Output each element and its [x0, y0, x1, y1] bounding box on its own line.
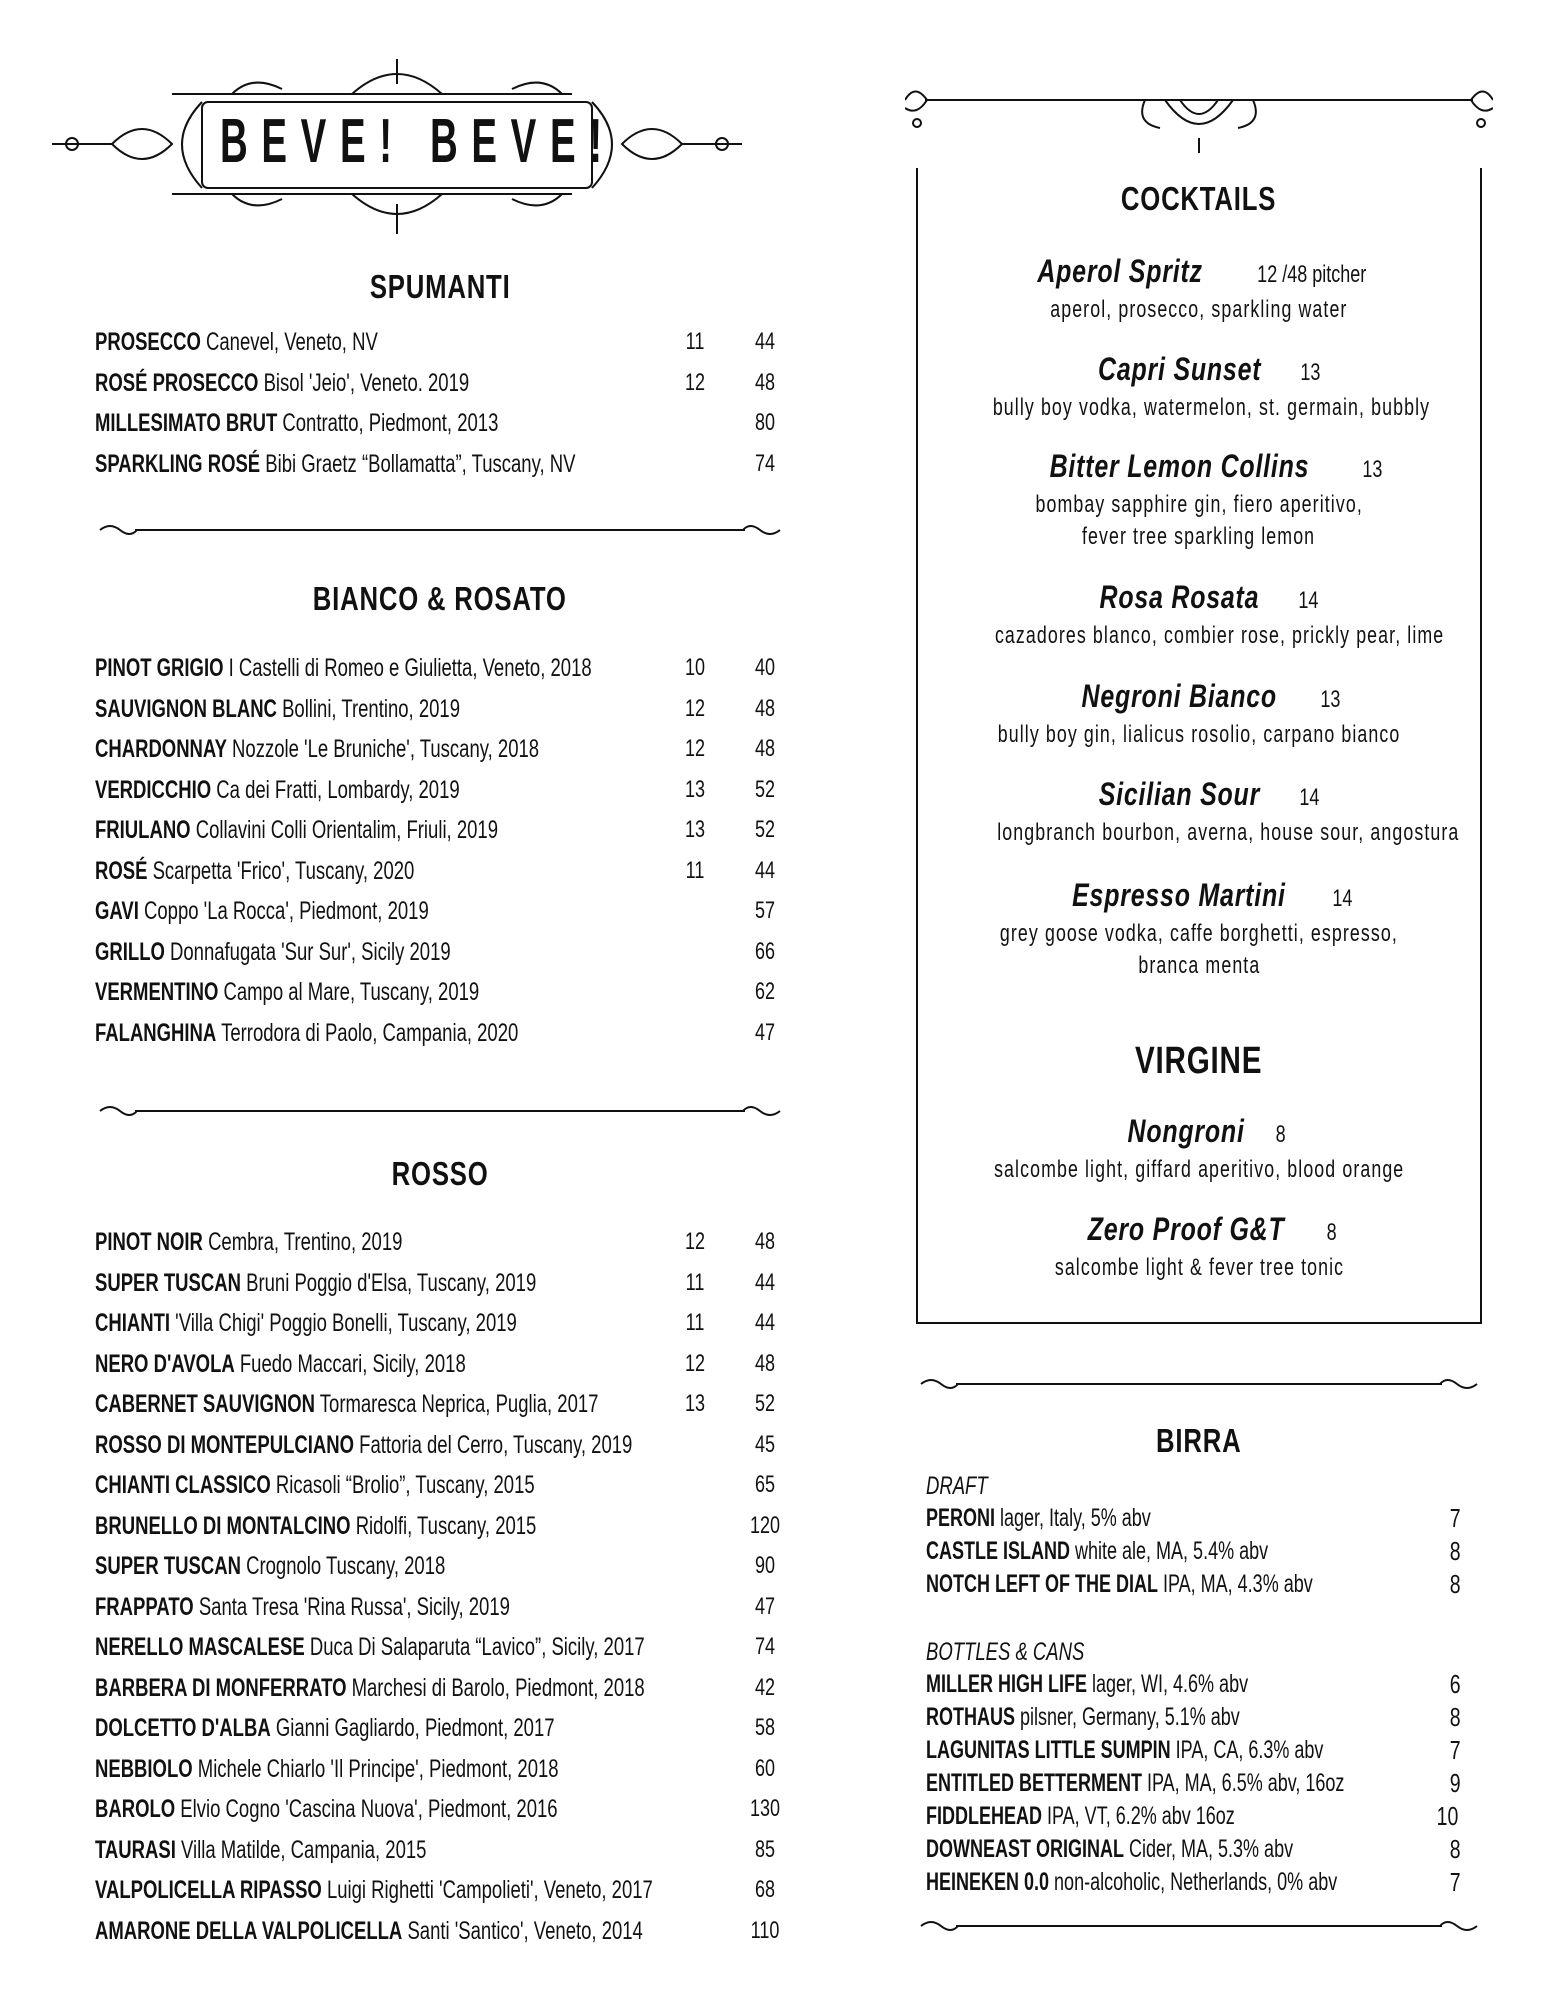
wine-description [95, 1668, 645, 1709]
wine-producer: Duca Di Salaparuta “Lavico”, Sicily, 2017 [309, 1633, 645, 1661]
beer-style: white ale, MA, 5.4% abv [1075, 1537, 1269, 1565]
drink-ingredients: salcombe light & fever tree tonic [1054, 1254, 1344, 1281]
bottle-price: 58 [754, 1714, 776, 1741]
beer-description [926, 1734, 1323, 1767]
bottle-price: 47 [754, 1592, 776, 1620]
logo-title: BEVE! BEVE! [220, 107, 616, 176]
bottle-price: 44 [754, 328, 776, 355]
wine-name: SPARKLING ROSÉ [95, 449, 261, 478]
wine-name: FRIULANO [95, 816, 191, 844]
bottle-price: 85 [754, 1835, 776, 1863]
drink-title [916, 677, 1482, 719]
beer-price: 7 [1449, 1867, 1461, 1897]
glass-price: 11 [685, 856, 705, 884]
wine-name: ROSSO DI MONTEPULCIANO [95, 1430, 355, 1459]
beer-description [926, 1668, 1248, 1701]
wine-row [95, 322, 785, 363]
beer-row [926, 1767, 1462, 1800]
wine-description [95, 1911, 643, 1952]
beer-style: pilsner, Germany, 5.1% abv [1020, 1703, 1240, 1731]
wine-name: VALPOLICELLA RIPASSO [95, 1876, 322, 1904]
bottles-list [926, 1668, 1462, 1899]
wine-producer: Tormaresca Neprica, Puglia, 2017 [319, 1390, 599, 1418]
wine-row [95, 810, 785, 851]
beer-description [926, 1800, 1235, 1833]
wine-description [95, 810, 498, 851]
drink-price: 13 [1320, 686, 1341, 713]
wine-name: MILLESIMATO BRUT [95, 409, 278, 437]
bottle-price: 44 [754, 856, 776, 884]
rosso-list [95, 1222, 785, 1951]
bottle-price: 47 [754, 1018, 776, 1046]
wine-row [95, 1384, 785, 1425]
wine-name: PROSECCO [95, 328, 201, 356]
wine-name: SUPER TUSCAN [95, 1552, 241, 1580]
drink-price: 14 [1332, 885, 1353, 912]
bottle-price: 48 [754, 368, 776, 396]
wine-description [95, 1789, 558, 1830]
wine-name: SUPER TUSCAN [95, 1268, 241, 1297]
wine-description [95, 1465, 535, 1506]
wine-name: FALANGHINA [95, 1018, 217, 1047]
bottle-price: 42 [754, 1673, 776, 1701]
wine-producer: Nozzole 'Le Bruniche', Tuscany, 2018 [232, 735, 540, 763]
drink-name: Zero Proof G&T [1087, 1211, 1285, 1247]
divider [95, 520, 785, 540]
drink-item [916, 775, 1482, 849]
wine-name: SAUVIGNON BLANC [95, 694, 277, 723]
glass-price: 11 [685, 1309, 705, 1336]
wine-name: VERMENTINO [95, 978, 219, 1006]
wine-producer: Scarpetta 'Frico', Tuscany, 2020 [152, 856, 415, 885]
wine-description [95, 972, 479, 1013]
bottle-price: 48 [754, 735, 776, 762]
drink-price: 12 /48 pitcher [1256, 261, 1367, 288]
wine-producer: Marchesi di Barolo, Piedmont, 2018 [351, 1673, 645, 1702]
wine-producer: Luigi Righetti 'Campolieti', Veneto, 2017 [326, 1876, 653, 1904]
wine-name: CABERNET SAUVIGNON [95, 1390, 315, 1418]
wine-row [95, 729, 785, 770]
drink-item [916, 578, 1482, 652]
wine-producer: Fattoria del Cerro, Tuscany, 2019 [359, 1430, 633, 1459]
wine-producer: Cembra, Trentino, 2019 [208, 1228, 403, 1256]
beer-name: PERONI [926, 1504, 996, 1532]
drink-name: Bitter Lemon Collins [1049, 448, 1310, 484]
drink-ingredients: grey goose vodka, caffe borghetti, espresso, [999, 920, 1399, 947]
beer-name: DOWNEAST ORIGINAL [926, 1835, 1124, 1863]
drink-item [916, 677, 1482, 751]
wine-name: FRAPPATO [95, 1592, 194, 1621]
wine-name: CHIANTI [95, 1309, 171, 1337]
drink-title [916, 1210, 1482, 1252]
draft-list [926, 1502, 1462, 1601]
beer-row [926, 1502, 1462, 1535]
drink-price: 8 [1326, 1219, 1337, 1246]
drink-ingredients: fever tree sparkling lemon [1082, 523, 1316, 550]
wine-row [95, 1830, 785, 1871]
drink-title [916, 775, 1482, 817]
beer-name: FIDDLEHEAD [926, 1802, 1042, 1830]
glass-price: 12 [684, 1228, 706, 1255]
glass-price: 12 [684, 735, 706, 762]
wine-producer: Ricasoli “Brolio”, Tuscany, 2015 [275, 1471, 535, 1499]
drink-name: Espresso Martini [1072, 877, 1287, 913]
wine-producer: Villa Matilde, Campania, 2015 [181, 1835, 427, 1864]
wine-producer: Gianni Gagliardo, Piedmont, 2017 [275, 1714, 555, 1742]
wine-row [95, 403, 785, 444]
beer-price: 6 [1449, 1669, 1461, 1699]
beer-style: non-alcoholic, Netherlands, 0% abv [1054, 1868, 1338, 1896]
wine-producer: Bisol 'Jeio', Veneto. 2019 [263, 368, 470, 397]
drink-ingredients: aperol, prosecco, sparkling water [1050, 296, 1348, 323]
beer-style: lager, WI, 4.6% abv [1092, 1670, 1249, 1698]
wine-producer: Donnafugata 'Sur Sur', Sicily 2019 [170, 937, 451, 966]
beer-price: 8 [1449, 1834, 1461, 1864]
drink-title [916, 447, 1482, 489]
beer-name: ENTITLED BETTERMENT [926, 1769, 1142, 1797]
wine-row [95, 363, 785, 404]
wine-row [95, 1465, 785, 1506]
beer-price: 7 [1449, 1735, 1461, 1765]
bottle-price: 44 [754, 1309, 776, 1336]
wine-row [95, 1344, 785, 1385]
bottle-price: 52 [754, 775, 776, 803]
beer-name: MILLER HIGH LIFE [926, 1670, 1087, 1698]
wine-row [95, 1789, 785, 1830]
beer-description [926, 1502, 1151, 1535]
wine-producer: Coppo 'La Rocca', Piedmont, 2019 [144, 897, 429, 925]
drink-ingredients: bully boy vodka, watermelon, st. germain, bubbly [992, 394, 1431, 421]
wine-producer: Canevel, Veneto, NV [206, 328, 378, 356]
wine-row [95, 932, 785, 973]
drink-name: Nongroni [1127, 1113, 1245, 1149]
beer-style: IPA, VT, 6.2% abv 16oz [1047, 1802, 1235, 1830]
beer-row [926, 1800, 1462, 1833]
drink-item [916, 252, 1482, 326]
glass-price: 11 [685, 328, 705, 355]
wine-row [95, 1911, 785, 1952]
beer-row [926, 1833, 1462, 1866]
wine-description [95, 1830, 426, 1871]
wine-description [95, 729, 539, 770]
wine-description [95, 1749, 559, 1790]
beer-price: 9 [1449, 1768, 1461, 1798]
wine-description [95, 1222, 402, 1263]
beer-row [926, 1568, 1462, 1601]
section-heading-spumanti: SPUMANTI [369, 268, 511, 305]
wine-description [95, 1425, 632, 1466]
wine-name: PINOT GRIGIO [95, 654, 224, 682]
beer-price: 7 [1449, 1503, 1461, 1533]
wine-name: BRUNELLO DI MONTALCINO [95, 1511, 351, 1540]
section-heading-birra: BIRRA [1156, 1422, 1242, 1459]
wine-row [95, 1303, 785, 1344]
wine-row [95, 972, 785, 1013]
beer-description [926, 1568, 1313, 1601]
bottle-price: 130 [749, 1795, 781, 1822]
wine-row [95, 1587, 785, 1628]
wine-row [95, 1870, 785, 1911]
wine-name: BARBERA DI MONFERRATO [95, 1673, 347, 1702]
wine-row [95, 1708, 785, 1749]
drink-name: Capri Sunset [1097, 351, 1261, 387]
bottle-price: 65 [754, 1471, 776, 1498]
section-heading-bianco: BIANCO & ROSATO [313, 580, 567, 617]
beer-row [926, 1668, 1462, 1701]
bottle-price: 40 [754, 654, 776, 681]
wine-description [95, 363, 469, 404]
wine-description [95, 1708, 555, 1749]
beer-description [926, 1701, 1240, 1734]
drink-price: 14 [1297, 587, 1318, 614]
drink-item [916, 447, 1482, 553]
wine-name: VERDICCHIO [95, 775, 212, 804]
glass-price: 12 [684, 1349, 706, 1377]
beer-name: LAGUNITAS LITTLE SUMPIN [926, 1736, 1171, 1764]
wine-row [95, 1425, 785, 1466]
wine-name: TAURASI [95, 1835, 176, 1864]
drink-price: 13 [1361, 456, 1382, 483]
logo [52, 54, 752, 244]
wine-row [95, 1546, 785, 1587]
drink-name: Rosa Rosata [1099, 579, 1260, 615]
wine-producer: Fuedo Maccari, Sicily, 2018 [239, 1349, 466, 1378]
wine-producer: Contratto, Piedmont, 2013 [282, 409, 499, 437]
divider [95, 1101, 785, 1121]
beer-name: CASTLE ISLAND [926, 1537, 1070, 1565]
wine-description [95, 1587, 510, 1628]
bottle-price: 110 [750, 1916, 780, 1944]
drink-item [916, 1112, 1482, 1186]
divider [916, 1916, 1482, 1936]
drink-ingredients: longbranch bourbon, averna, house sour, angostura [997, 819, 1460, 846]
bottle-price: 68 [754, 1876, 776, 1903]
beer-price: 8 [1449, 1702, 1461, 1732]
wine-row [95, 444, 785, 485]
bottle-price: 74 [754, 1633, 776, 1660]
drink-title [916, 876, 1482, 918]
wine-name: NEBBIOLO [95, 1754, 193, 1783]
wine-description [95, 770, 460, 811]
bottle-price: 74 [754, 449, 776, 477]
wine-producer: Elvio Cogno 'Cascina Nuova', Piedmont, 2016 [180, 1795, 558, 1823]
beer-style: IPA, MA, 4.3% abv [1162, 1570, 1313, 1598]
wine-description [95, 1627, 645, 1668]
bianco-list [95, 648, 785, 1053]
glass-price: 13 [684, 775, 706, 803]
bottle-price: 48 [754, 1228, 776, 1255]
wine-row [95, 891, 785, 932]
wine-producer: I Castelli di Romeo e Giulietta, Veneto, 2018 [228, 654, 592, 682]
drink-ingredients: branca menta [1138, 952, 1260, 979]
scroll-ornament-icon [905, 78, 1493, 168]
frame-ornament [905, 78, 1493, 168]
bottle-price: 45 [754, 1430, 776, 1458]
wine-description [95, 322, 378, 363]
wine-description [95, 1263, 536, 1304]
wine-description [95, 1870, 653, 1911]
wine-description [95, 891, 429, 932]
wine-row [95, 851, 785, 892]
bottle-price: 52 [754, 816, 776, 843]
wine-description [95, 689, 460, 730]
beer-price: 10 [1436, 1801, 1459, 1831]
glass-price: 13 [684, 816, 706, 843]
wine-name: PINOT NOIR [95, 1228, 203, 1256]
drink-item [916, 350, 1482, 424]
beer-style: lager, Italy, 5% abv [1000, 1504, 1151, 1532]
beer-price: 8 [1449, 1569, 1461, 1599]
section-heading-rosso: ROSSO [391, 1155, 489, 1192]
draft-label: DRAFT [926, 1472, 988, 1500]
wine-name: ROSÉ [95, 856, 148, 885]
beer-description [926, 1767, 1344, 1800]
wine-row [95, 1749, 785, 1790]
wine-producer: Terrodora di Paolo, Campania, 2020 [221, 1018, 519, 1047]
wine-description [95, 1384, 598, 1425]
wine-description [95, 1344, 466, 1385]
glass-price: 11 [685, 1268, 705, 1296]
wine-name: DOLCETTO D'ALBA [95, 1714, 271, 1742]
wine-description [95, 851, 414, 892]
wine-description [95, 932, 451, 973]
wine-name: GAVI [95, 897, 139, 925]
wine-producer: Crognolo Tuscany, 2018 [246, 1552, 446, 1580]
beer-name: HEINEKEN 0.0 [926, 1868, 1050, 1896]
wine-producer: Santa Tresa 'Rina Russa', Sicily, 2019 [198, 1592, 510, 1621]
drink-name: Negroni Bianco [1081, 678, 1277, 714]
drink-title [916, 578, 1482, 620]
bottle-price: 52 [754, 1390, 776, 1417]
wine-producer: Bruni Poggio d'Elsa, Tuscany, 2019 [246, 1268, 537, 1297]
wine-name: NERO D'AVOLA [95, 1349, 235, 1378]
beer-row [926, 1734, 1462, 1767]
bottle-price: 90 [754, 1552, 776, 1579]
wine-producer: Collavini Colli Orientalim, Friuli, 2019 [195, 816, 498, 844]
beer-style: Cider, MA, 5.3% abv [1129, 1835, 1294, 1863]
beer-style: IPA, MA, 6.5% abv, 16oz [1147, 1769, 1345, 1797]
wine-name: ROSÉ PROSECCO [95, 368, 259, 397]
wine-name: BAROLO [95, 1795, 176, 1823]
bottle-price: 57 [754, 897, 776, 924]
wine-producer: Ca dei Fratti, Lombardy, 2019 [216, 775, 460, 804]
glass-price: 10 [684, 654, 706, 681]
wine-row [95, 1668, 785, 1709]
wine-description [95, 1013, 518, 1054]
beer-description [926, 1866, 1337, 1899]
section-heading-virgine: VIRGINE [1135, 1040, 1263, 1082]
drink-ingredients: bombay sapphire gin, fiero aperitivo, [1035, 491, 1363, 518]
wine-row [95, 1506, 785, 1547]
wine-description [95, 1303, 517, 1344]
beer-style: IPA, CA, 6.3% abv [1175, 1736, 1324, 1764]
bottle-price: 80 [754, 409, 776, 436]
bottle-price: 44 [754, 1268, 776, 1296]
bottle-price: 48 [754, 1349, 776, 1377]
wine-name: AMARONE DELLA VALPOLICELLA [95, 1916, 403, 1945]
drink-title [916, 350, 1482, 392]
drink-price: 14 [1298, 784, 1319, 811]
wine-description [95, 648, 592, 689]
beer-row [926, 1701, 1462, 1734]
wine-producer: Bibi Graetz “Bollamatta”, Tuscany, NV [265, 449, 576, 478]
wine-producer: Michele Chiarlo 'Il Principe', Piedmont, 2018 [197, 1754, 559, 1783]
wine-row [95, 1263, 785, 1304]
bottle-price: 62 [754, 978, 776, 1005]
drink-name: Sicilian Sour [1098, 776, 1260, 812]
drink-title [916, 1112, 1482, 1154]
bottle-price: 60 [754, 1754, 776, 1782]
bottle-price: 120 [749, 1511, 781, 1539]
wine-producer: Ridolfi, Tuscany, 2015 [355, 1511, 537, 1540]
beer-description [926, 1833, 1293, 1866]
drink-ingredients: cazadores blanco, combier rose, prickly pear, lime [994, 622, 1445, 649]
drink-ingredients: salcombe light, giffard aperitivo, blood orange [993, 1156, 1405, 1183]
drink-price: 8 [1275, 1121, 1286, 1148]
wine-name: CHIANTI CLASSICO [95, 1471, 271, 1499]
wine-row [95, 1222, 785, 1263]
wine-producer: 'Villa Chigi' Poggio Bonelli, Tuscany, 2019 [175, 1309, 517, 1337]
drink-price: 13 [1300, 359, 1321, 386]
bottle-price: 48 [754, 694, 776, 722]
wine-row [95, 689, 785, 730]
wine-row [95, 1013, 785, 1054]
wine-name: NERELLO MASCALESE [95, 1633, 305, 1661]
section-heading-cocktails: COCKTAILS [1121, 180, 1277, 217]
drink-ingredients: bully boy gin, lialicus rosolio, carpano bianco [997, 721, 1401, 748]
wine-name: GRILLO [95, 937, 165, 966]
wine-row [95, 648, 785, 689]
wine-description [95, 403, 498, 444]
drink-item [916, 876, 1482, 982]
wine-producer: Bollini, Trentino, 2019 [282, 694, 460, 723]
drink-title [916, 252, 1482, 294]
drink-name: Aperol Spritz [1037, 253, 1203, 289]
beer-description [926, 1535, 1268, 1568]
wine-name: CHARDONNAY [95, 735, 227, 763]
glass-price: 13 [684, 1390, 706, 1417]
wine-producer: Santi 'Santico', Veneto, 2014 [407, 1916, 643, 1945]
spumanti-list [95, 322, 785, 484]
beer-row [926, 1535, 1462, 1568]
beer-price: 8 [1449, 1536, 1461, 1566]
wine-row [95, 770, 785, 811]
wine-description [95, 1506, 536, 1547]
wine-description [95, 444, 575, 485]
bottle-price: 66 [754, 937, 776, 965]
glass-price: 12 [684, 694, 706, 722]
drink-item [916, 1210, 1482, 1284]
divider [916, 1374, 1482, 1394]
wine-description [95, 1546, 445, 1587]
glass-price: 12 [684, 368, 706, 396]
wine-producer: Campo al Mare, Tuscany, 2019 [223, 978, 480, 1006]
beer-name: ROTHAUS [926, 1703, 1015, 1731]
bottles-label: BOTTLES & CANS [926, 1638, 1085, 1666]
beer-row [926, 1866, 1462, 1899]
beer-name: NOTCH LEFT OF THE DIAL [926, 1570, 1158, 1598]
wine-row [95, 1627, 785, 1668]
